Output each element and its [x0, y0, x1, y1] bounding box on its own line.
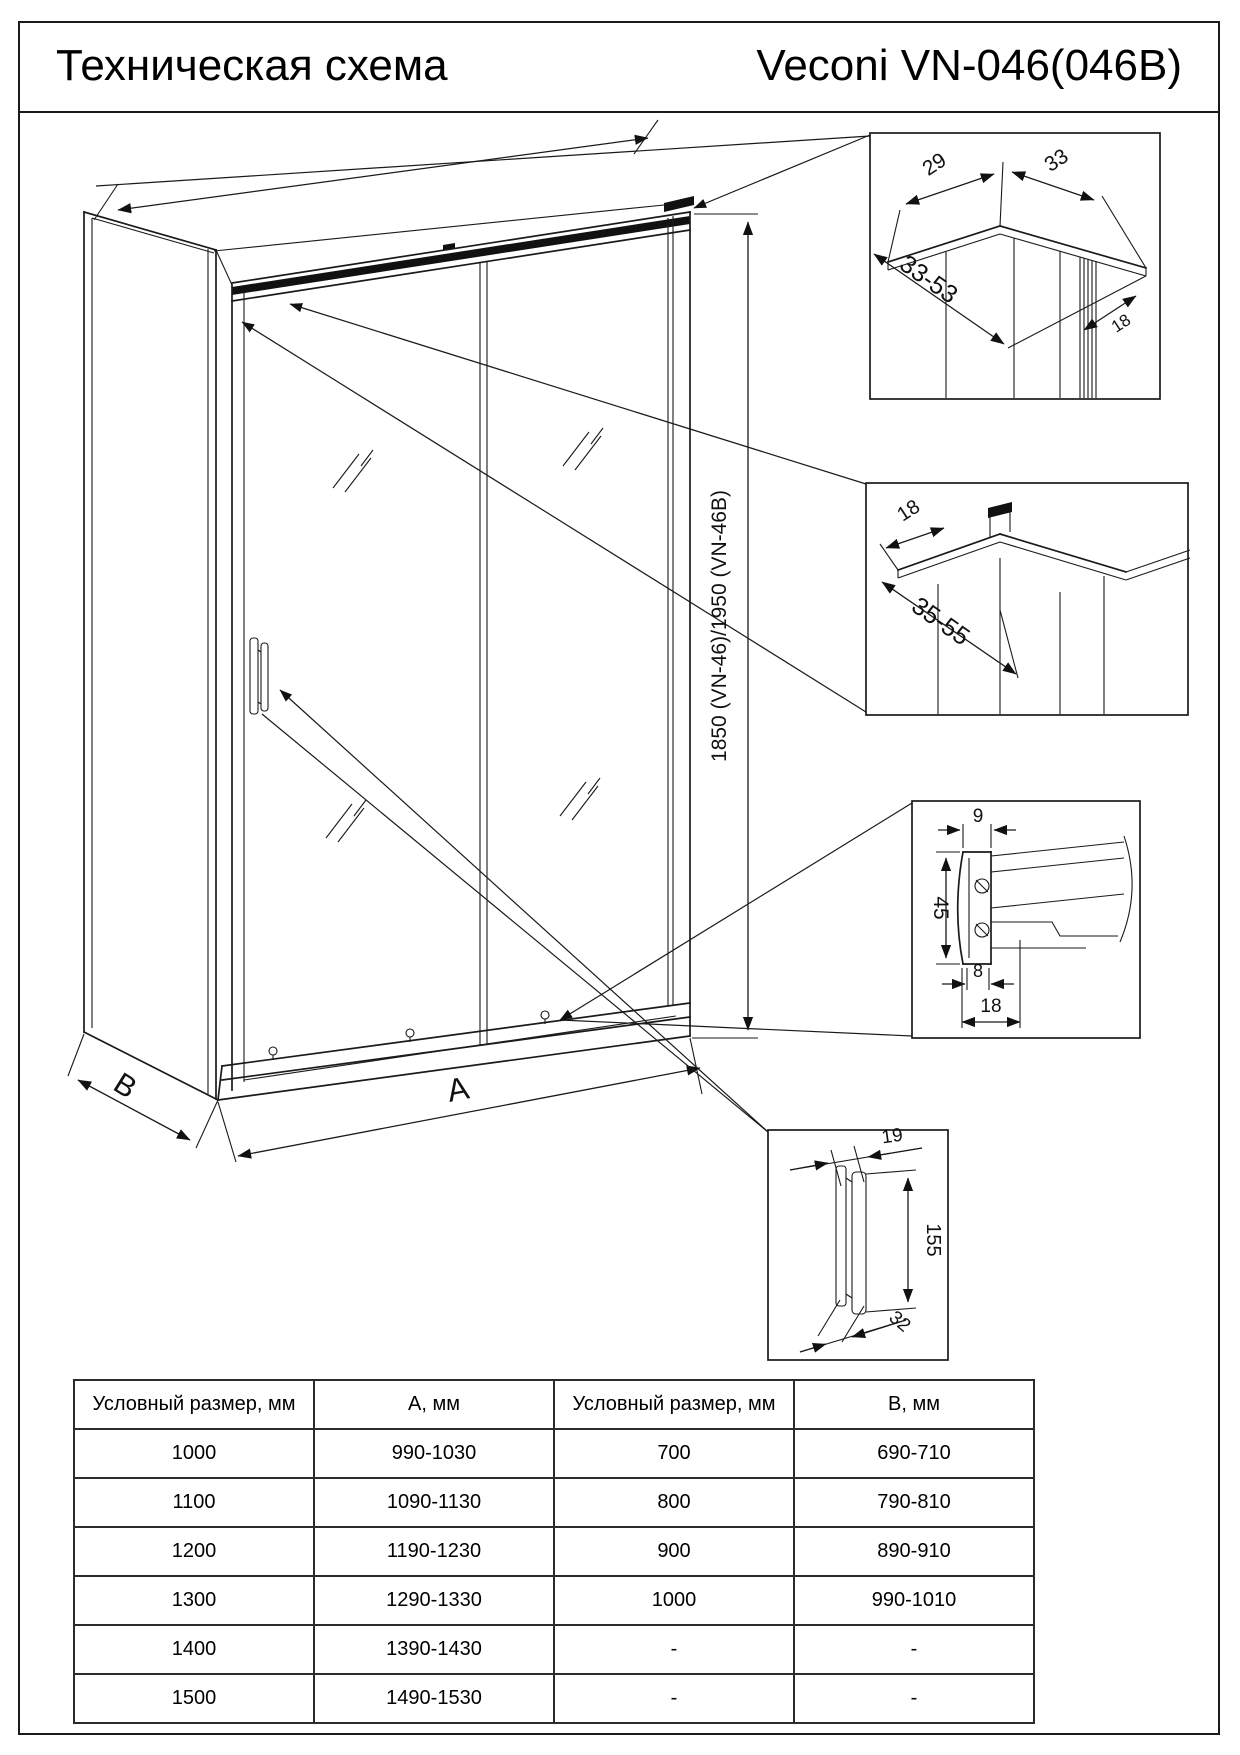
wall-profile-dimensions — [880, 496, 1018, 678]
table-cell: 790-810 — [794, 1478, 1034, 1527]
table-cell: 1090-1130 — [314, 1478, 554, 1527]
detail-box-bottom-profile — [912, 801, 1140, 1038]
table-header-cell: Условный размер, мм — [74, 1380, 314, 1429]
top-profile-dimensions — [874, 145, 1146, 348]
table-cell: 990-1030 — [314, 1429, 554, 1478]
table-cell: 890-910 — [794, 1527, 1034, 1576]
table-header-cell: Условный размер, мм — [554, 1380, 794, 1429]
table-cell: - — [554, 1625, 794, 1674]
table-row — [74, 1674, 1034, 1723]
dim-label-18: 18 — [893, 495, 925, 527]
table-cell: 1190-1230 — [314, 1527, 554, 1576]
dim-label-32: 32 — [884, 1306, 915, 1337]
top-rail-band — [232, 216, 690, 295]
table-cell: - — [794, 1625, 1034, 1674]
table-cell: 1390-1430 — [314, 1625, 554, 1674]
door-handle — [250, 638, 268, 714]
bottom-rollers — [269, 1011, 549, 1060]
handle-drawing — [836, 1166, 866, 1314]
detail-box-wall-profile — [866, 483, 1190, 715]
dimension-height — [692, 214, 758, 1038]
detail-box-top-profile — [870, 133, 1160, 399]
dim-label-35-55: 35-55 — [906, 591, 975, 652]
door-frame — [214, 196, 694, 1100]
table-cell: 1100 — [74, 1478, 314, 1527]
dim-label-155: 155 — [922, 1223, 944, 1257]
table-cell: 990-1010 — [794, 1576, 1034, 1625]
table-cell: 1000 — [554, 1576, 794, 1625]
top-track-cap — [664, 196, 694, 212]
dim-label-33-53: 33-53 — [894, 249, 963, 310]
table-cell: 1200 — [74, 1527, 314, 1576]
table-cell: - — [554, 1674, 794, 1723]
table-cell: 1490-1530 — [314, 1674, 554, 1723]
glass-panels — [326, 261, 603, 1045]
dimension-width-top — [94, 120, 658, 220]
table-row — [74, 1527, 1034, 1576]
table-header-cell: В, мм — [794, 1380, 1034, 1429]
table-row — [74, 1429, 1034, 1478]
table-row — [74, 1576, 1034, 1625]
table-cell: - — [794, 1674, 1034, 1723]
dim-label-19: 19 — [880, 1124, 905, 1149]
table-cell: 1300 — [74, 1576, 314, 1625]
dim-label-18: 18 — [1107, 310, 1135, 337]
page-title: Техническая схема — [56, 41, 448, 90]
bottom-profile-dimensions — [929, 806, 1020, 1028]
handle-dimensions — [790, 1125, 944, 1352]
table-row — [74, 1625, 1034, 1674]
table-cell: 1000 — [74, 1429, 314, 1478]
dim-label-8: 8 — [972, 961, 984, 981]
table-header-row — [74, 1380, 1034, 1429]
table-cell: 1290-1330 — [314, 1576, 554, 1625]
dim-label-9: 9 — [972, 806, 984, 827]
dim-label-33: 33 — [1040, 144, 1073, 177]
bottom-profile-drawing — [958, 836, 1132, 964]
glass-shine-marks — [326, 428, 603, 842]
size-table — [73, 1379, 1035, 1724]
table-cell: 900 — [554, 1527, 794, 1576]
table-row — [74, 1478, 1034, 1527]
dim-label-29: 29 — [918, 148, 951, 181]
detail-box-handle — [768, 1125, 948, 1360]
height-dimension-label: 1850 (VN-46)/1950 (VN-46B) — [708, 490, 731, 762]
table-cell: 690-710 — [794, 1429, 1034, 1478]
main-drawing — [68, 120, 912, 1162]
side-panel — [84, 212, 218, 1100]
table-cell: 1500 — [74, 1674, 314, 1723]
dimension-b — [68, 1034, 218, 1148]
depth-b-label: B — [107, 1066, 143, 1106]
table-cell: 800 — [554, 1478, 794, 1527]
top-profile-drawing — [888, 226, 1146, 398]
table-cell: 700 — [554, 1429, 794, 1478]
table-cell: 1400 — [74, 1625, 314, 1674]
model-title: Veconi VN-046(046B) — [756, 41, 1182, 90]
table-header-cell: А, мм — [314, 1380, 554, 1429]
dim-label-18: 18 — [980, 996, 1002, 1017]
width-a-label: A — [443, 1069, 472, 1109]
dim-label-45: 45 — [929, 896, 952, 920]
leader-lines — [96, 135, 912, 1132]
